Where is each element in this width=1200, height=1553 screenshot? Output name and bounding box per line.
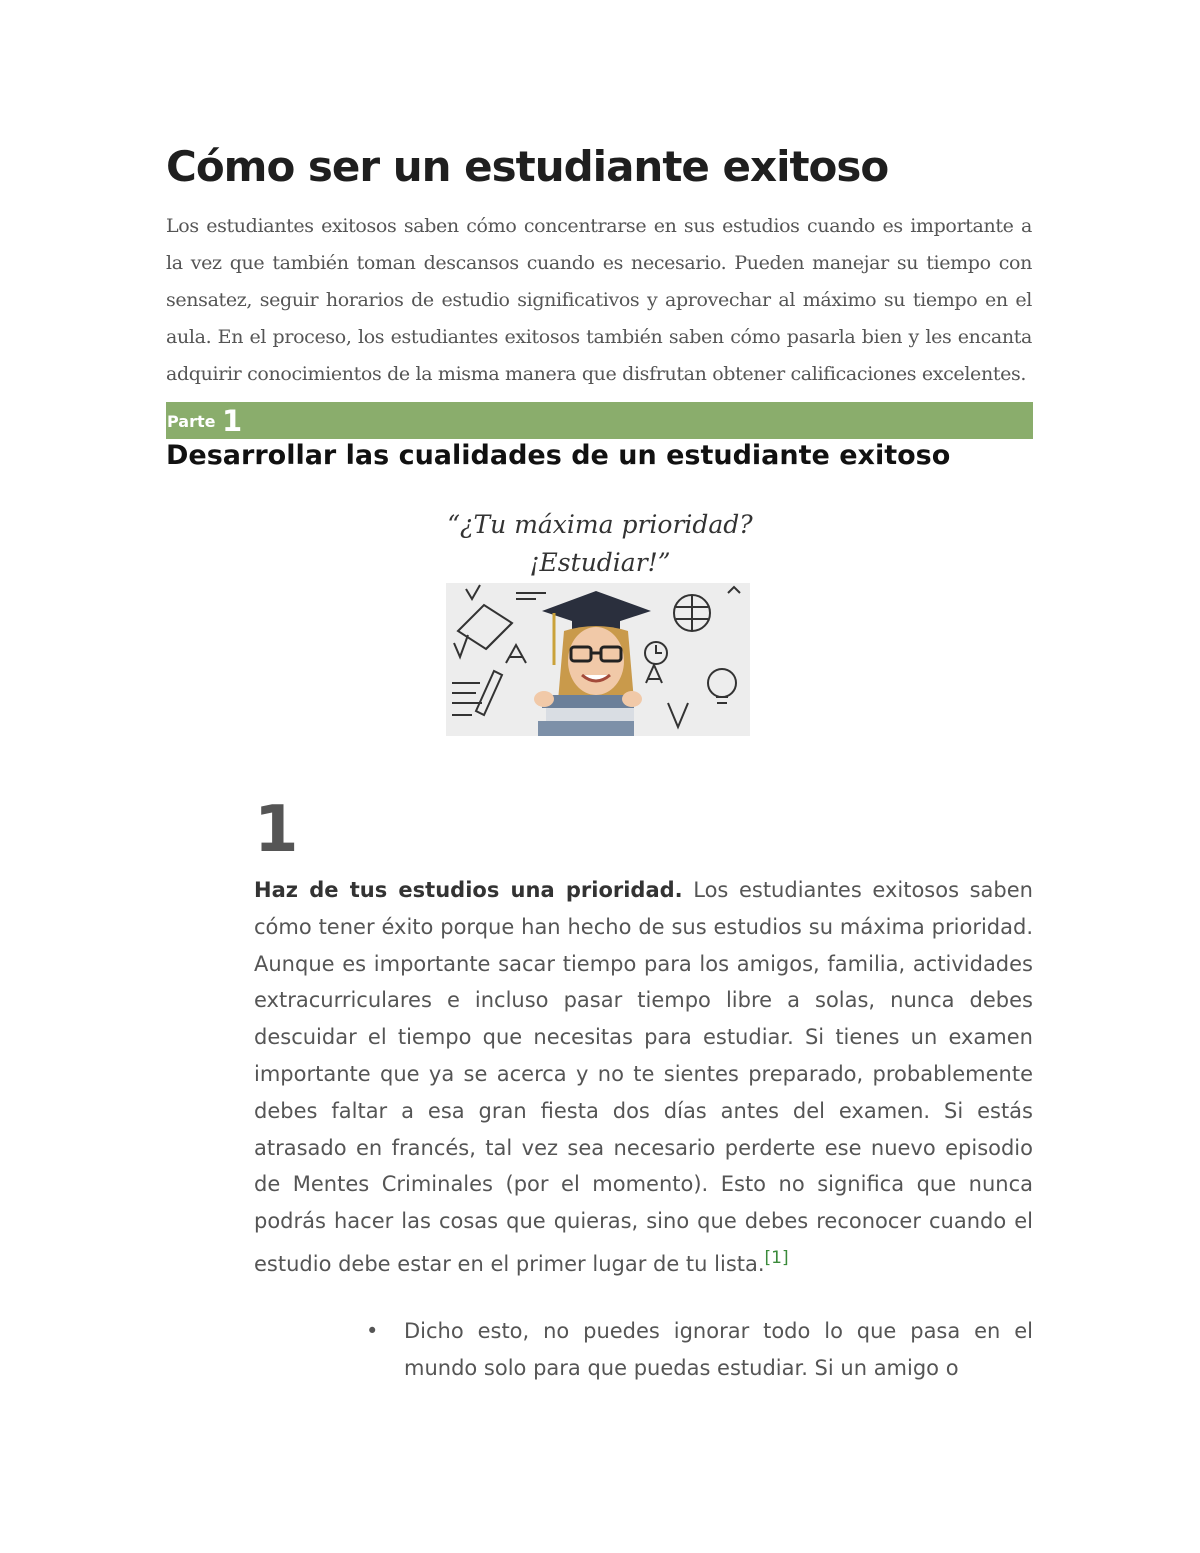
article-title: Cómo ser un estudiante exitoso bbox=[166, 142, 889, 191]
step-paragraph bbox=[254, 872, 1033, 1283]
bullet-text: Dicho esto, no puedes ignorar todo lo que pasa en el mundo solo para que puedas estudiar. Si un amigo o bbox=[404, 1319, 1033, 1380]
intro-paragraph: Los estudiantes exitosos saben cómo concentrarse en sus estudios cuando es importante a la vez que también toman descansos cuando es necesario. Pueden manejar su tiempo con sensatez, seguir horarios de estudio significativos y aprovechar al máximo su tiempo en el aula. En el proceso, los estudiantes exitosos también saben cómo pasarla bien y les encanta adquirir conocimientos de la misma manera que disfrutan obtener calificaciones excelentes. bbox=[166, 215, 1032, 385]
step-number: 1 bbox=[254, 793, 299, 867]
step-body: Los estudiantes exitosos saben cómo tener éxito porque han hecho de sus estudios su máxima prioridad. Aunque es importante sacar tiempo para los amigos, familia, actividades extracurriculares e incluso pasar tiempo libre a solas, nunca debes descuidar el tiempo que necesitas para estudiar. Si tienes un examen importante que ya se acerca y no te sientes preparado, probablemente debes faltar a esa gran fiesta dos días antes del examen. Si estás atrasado en francés, tal vez sea necesario perderte ese nuevo episodio de Mentes Criminales (por el momento). Esto no significa que nunca podrás hacer las cosas que quieras, sino que debes reconocer cuando el estudio debe estar en el primer lugar de tu lista. bbox=[254, 878, 1033, 1276]
step-bold-lead: Haz de tus estudios una prioridad. bbox=[254, 878, 683, 902]
quote-caption bbox=[400, 506, 800, 582]
step-bullet-list bbox=[366, 1313, 1033, 1387]
part-number: 1 bbox=[222, 404, 243, 438]
part-banner bbox=[166, 402, 1033, 439]
quote-line-2: ¡Estudiar!” bbox=[529, 548, 671, 577]
student-illustration bbox=[446, 583, 750, 736]
quote-line-1: “¿Tu máxima prioridad? bbox=[447, 510, 753, 539]
reference-link[interactable]: [1] bbox=[764, 1247, 789, 1268]
list-item bbox=[366, 1313, 1033, 1387]
section-heading: Desarrollar las cualidades de un estudiante exitoso bbox=[166, 440, 951, 471]
part-label: Parte bbox=[167, 412, 216, 431]
student-graduation-photo bbox=[446, 583, 750, 736]
bullet-icon: • bbox=[366, 1319, 379, 1343]
